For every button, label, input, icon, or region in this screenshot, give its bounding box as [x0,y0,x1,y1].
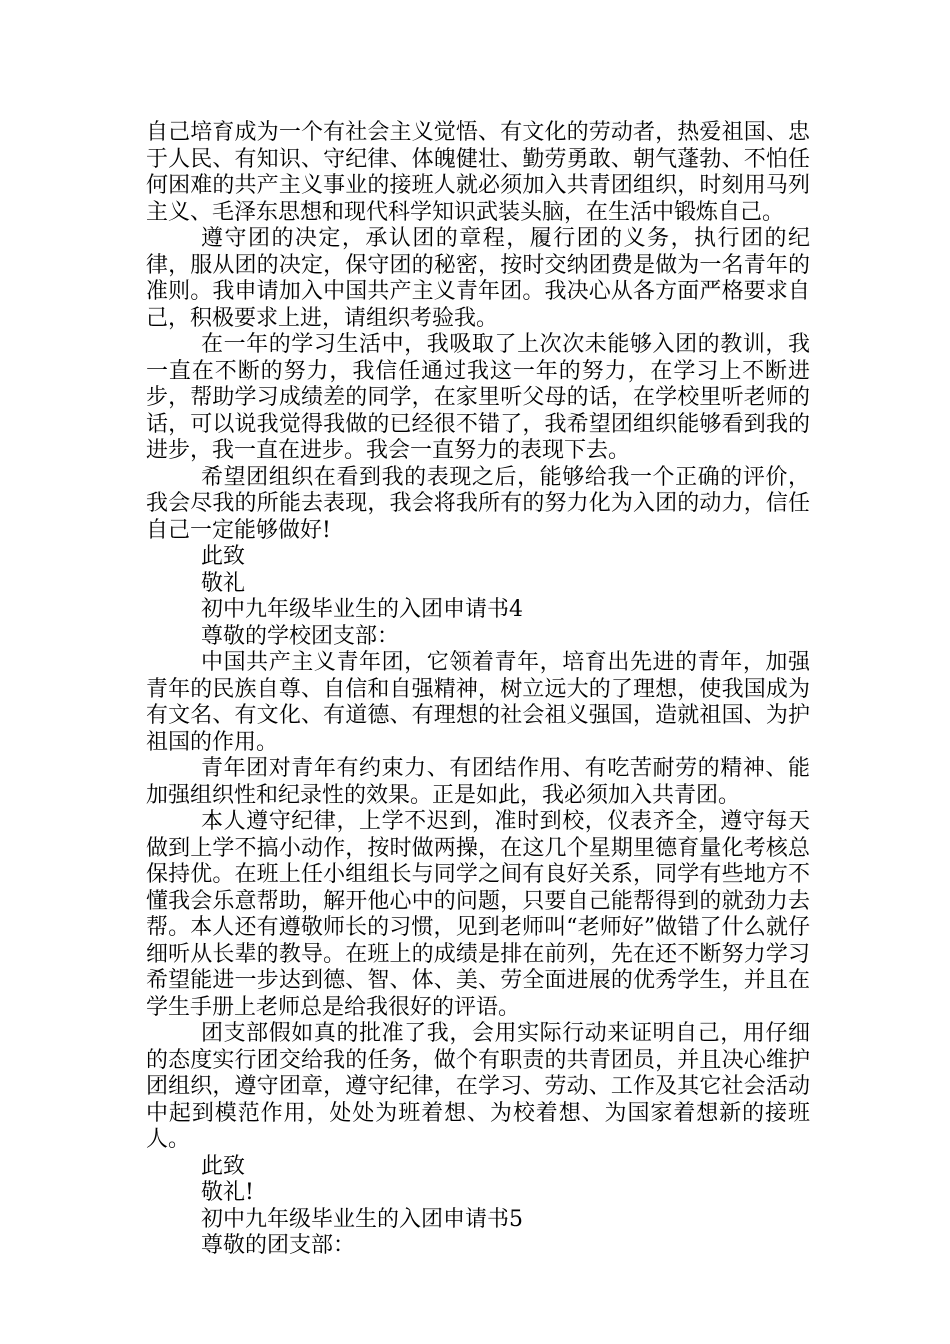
paragraph-5: 中国共产主义青年团，它领着青年，培育出先进的青年，加强青年的民族自尊、自信和自强精神，树立远大的了理想，使我国成为有文名、有文化、有道德、有理想的社会祖义强国，造就祖国、为护祖国的作用。 [146,650,810,755]
paragraph-3: 在一年的学习生活中，我吸取了上次次未能够入团的教训，我一直在不断的努力，我信任通过我这一年的努力，在学习上不断进步，帮助学习成绩差的同学，在家里听父母的话，在学校里听老师的话，可以说我觉得我做的已经很不错了，我希望团组织能够看到我的进步，我一直在进步。我会一直努力的表现下去。 [146,332,810,463]
closing-cizhi-2: 此致 [201,1153,246,1179]
paragraph-7: 本人遵守纪律，上学不迟到，准时到校，仪表齐全，遵守每天做到上学不搞小动作，按时做两操，在这几个星期里德育量化考核总保持优。在班上任小组组长与同学之间有良好关系，同学有些地方不懂我会乐意帮助，解开他心中的问题，只要自己能帮得到的就劲力去帮。本人还有遵敬师长的习惯，见到老师叫“老师好”做错了什么就仔细听从长辈的教导。在班上的成绩是排在前列，先在还不断努力学习希望能进一步达到德、智、体、美、劳全面进展的优秀学生，并且在学生手册上老师总是给我很好的评语。 [146,809,810,1020]
salutation-5: 尊敬的团支部： [201,1233,356,1258]
paragraph-4: 希望团组织在看到我的表现之后，能够给我一个正确的评价，我会尽我的所能去表现，我会将我所有的努力化为入团的动力，信任自己一定能够做好! [146,464,810,543]
document-page [146,120,810,1260]
section-title-5: 初中九年级毕业生的入团申请书5 [201,1206,523,1232]
closing-jingli-1: 敬礼 [201,570,246,596]
section-title-4: 初中九年级毕业生的入团申请书4 [201,597,523,622]
paragraph-6: 青年团对青年有约束力、有团结作用、有吃苦耐劳的精神、能加强组织性和纪录性的效果。正是如此，我必须加入共青团。 [146,756,810,808]
closing-cizhi-1: 此致 [201,544,246,569]
closing-jingli-2: 敬礼! [201,1180,254,1205]
paragraph-1: 自己培育成为一个有社会主义觉悟、有文化的劳动者，热爱祖国、忠于人民、有知识、守纪律、体魄健壮、勤劳勇敢、朝气蓬勃、不怕任何困难的共产主义事业的接班人就必须加入共青团组织，时刻用马列主义、毛泽东思想和现代科学知识武装头脑，在生活中锻炼自己。 [146,120,810,225]
paragraph-8: 团支部假如真的批准了我，会用实际行动来证明自己，用仔细的态度实行团交给我的任务，做个有职责的共青团员，并且决心维护团组织，遵守团章，遵守纪律，在学习、劳动、工作及其它社会活动中起到模范作用，处处为班着想、为校着想、为国家着想新的接班人。 [146,1021,810,1152]
salutation-4: 尊敬的学校团支部： [201,623,400,649]
paragraph-2: 遵守团的决定，承认团的章程，履行团的义务，执行团的纪律，服从团的决定，保守团的秘密，按时交纳团费是做为一名青年的准则。我申请加入中国共产主义青年团。我决心从各方面严格要求自己，积极要求上进，请组织考验我。 [146,226,810,331]
